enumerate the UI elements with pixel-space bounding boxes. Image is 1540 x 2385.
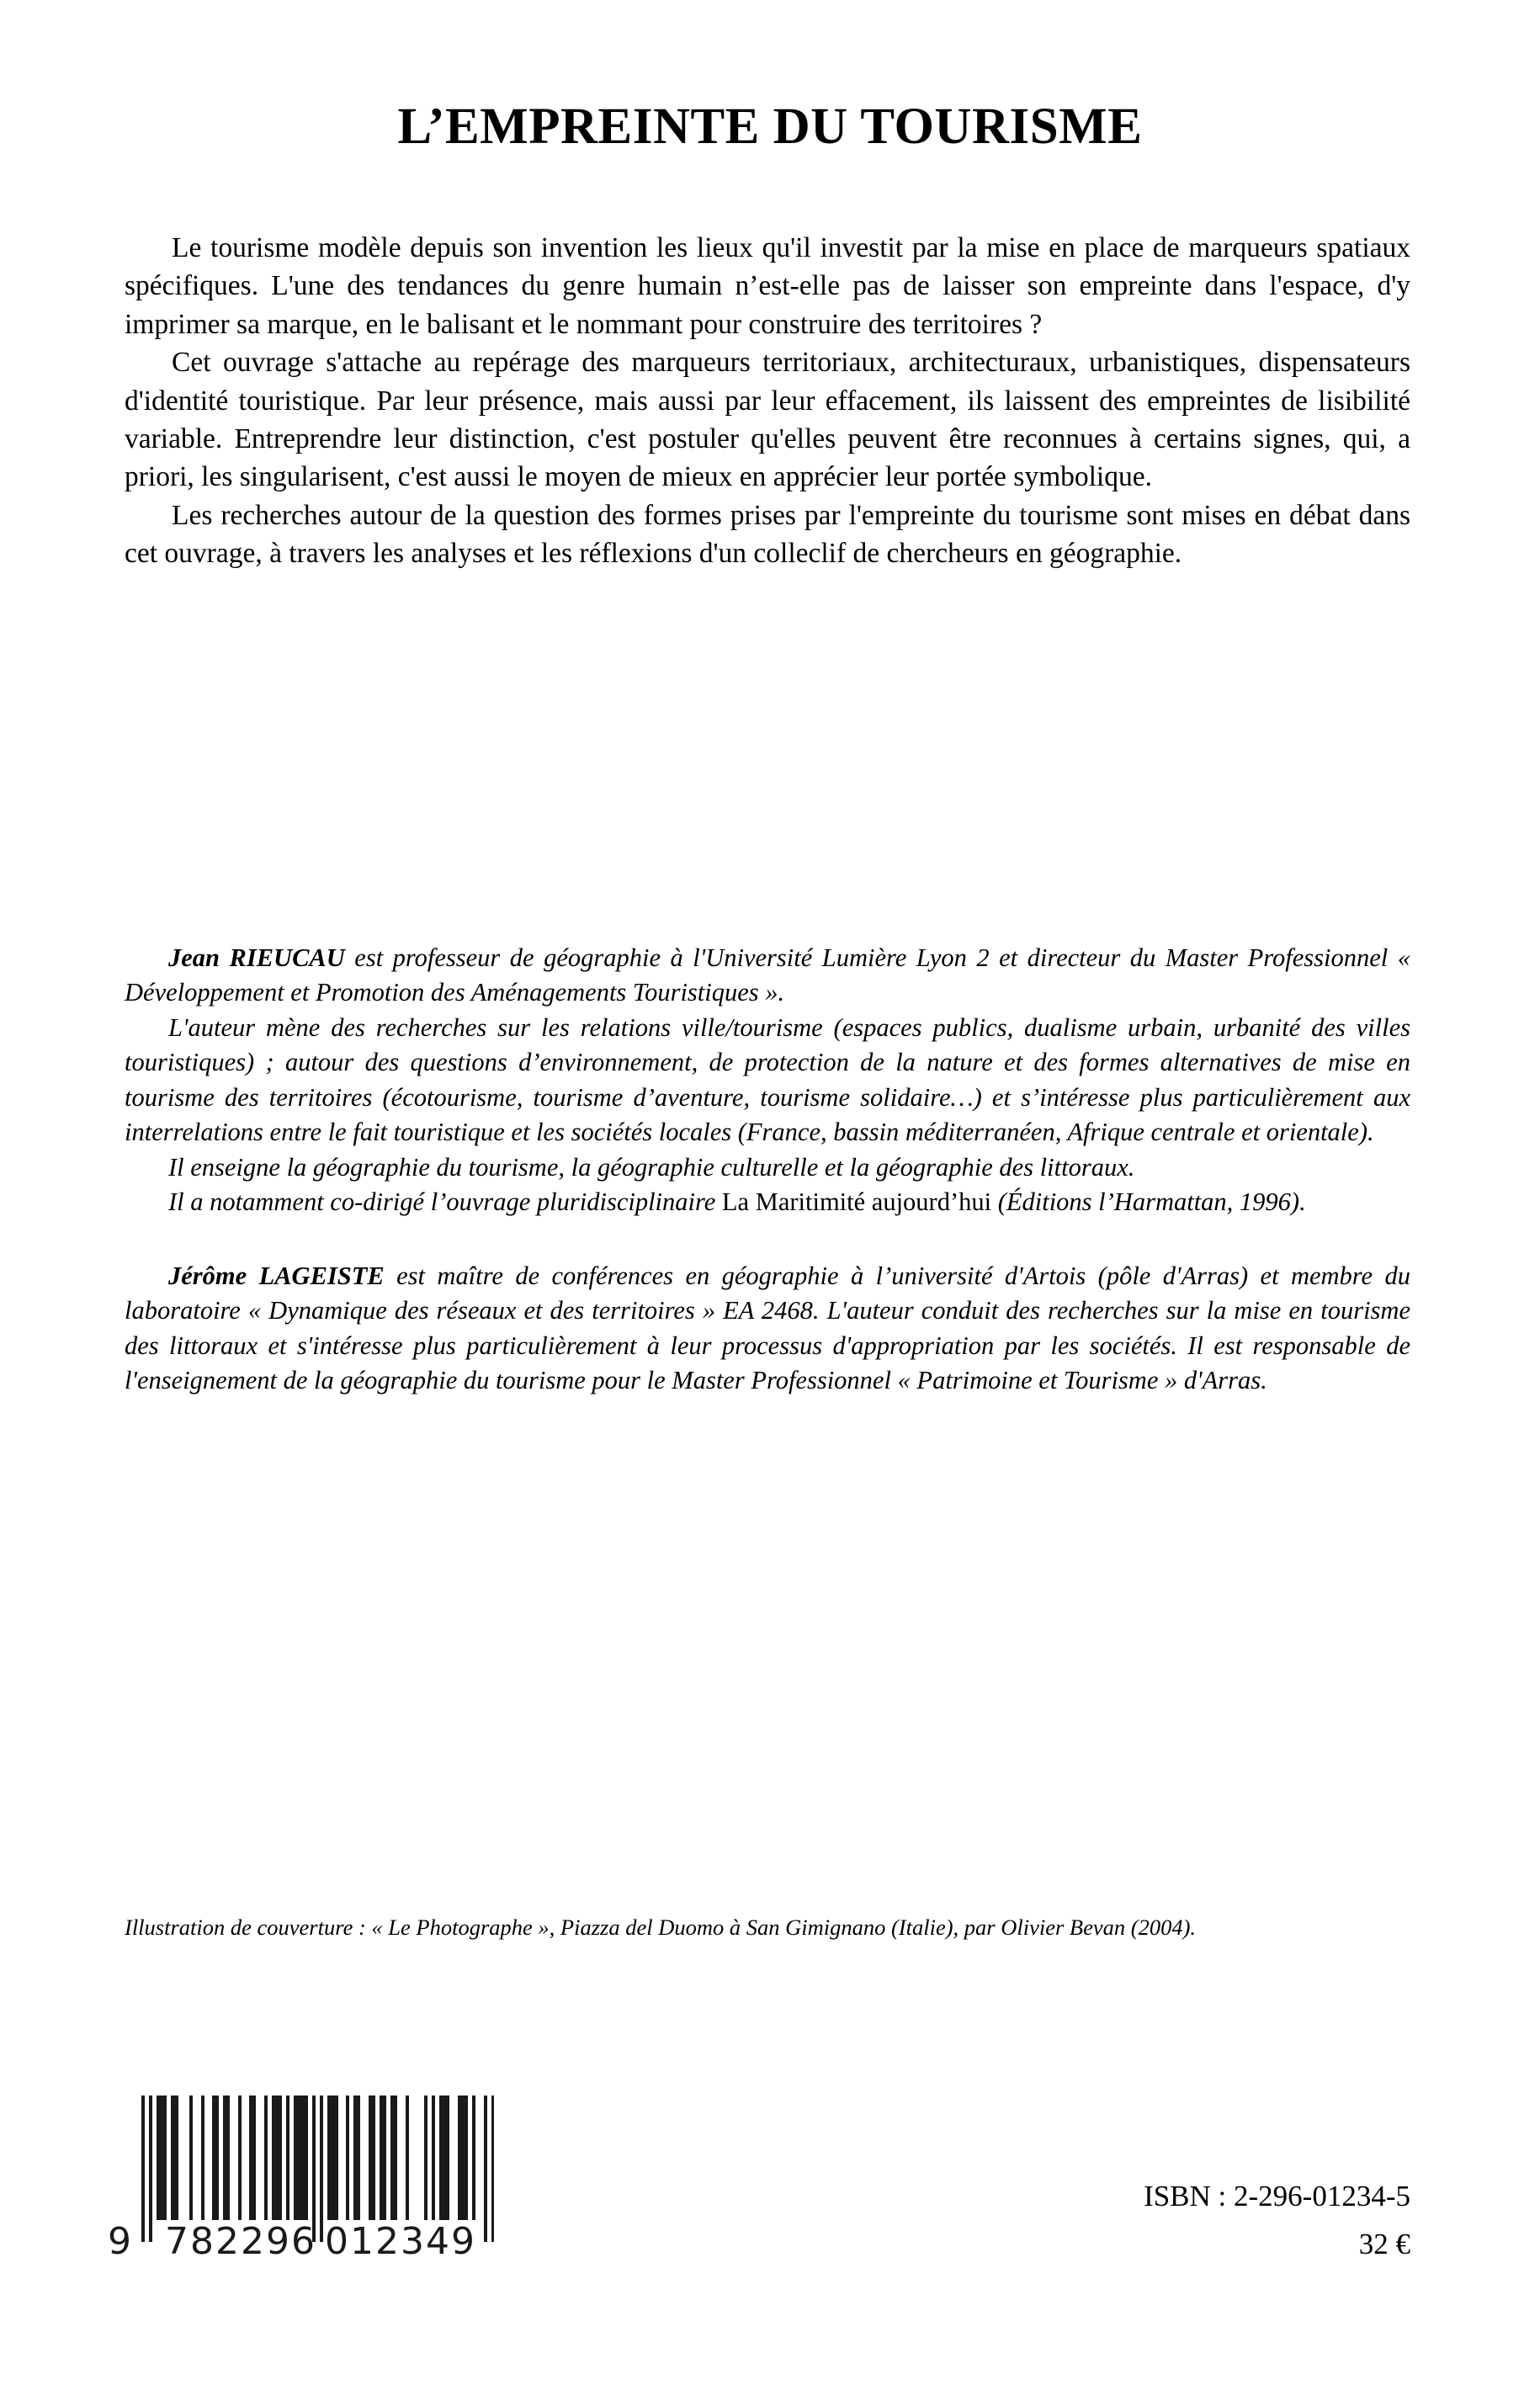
barcode-bar [157,2096,167,2220]
isbn-price-block [1144,2173,1410,2268]
author-name-rieucau: Jean RIEUCAU [168,943,345,972]
barcode-bar [189,2096,193,2220]
barcode-bar [294,2096,308,2220]
bio-rieucau-publication [125,1185,1410,1219]
barcode-bar [272,2096,283,2220]
barcode-bar [390,2096,397,2220]
barcode-bar [346,2096,349,2220]
bio-rieucau-research: L'auteur mène des recherches sur les relations ville/tourisme (espaces publics, dualisme urbain, urbanité des villes touristiques) ; autour des questions d’environnement, de protection de la nature et des formes alternatives de mise en tourisme des territoires (écotourisme, tourisme d’aventure, tourisme solidaire…) et s’intéresse plus particulièrement aux interrelations entre le fait touristique et les sociétés locales (France, bassin méditerranéen, Afrique centrale et orientale). [125,1012,1410,1147]
description-paragraph-3: Les recherches autour de la question des formes prises par l'empreinte du tourisme sont mises en débat dans cet ouvrage, à travers les analyses et les réflexions d'un colleclif de chercheurs en géographie. [125,499,1410,570]
isbn-text: ISBN : 2-296-01234-5 [1144,2180,1410,2212]
publication-lead-in: Il a notamment co-dirigé l’ouvrage pluridisciplinaire [168,1187,722,1217]
barcode-bar [212,2096,219,2220]
bio-rieucau-intro-text: est professeur de géographie à l'Université Lumière Lyon 2 et directeur du Master Professionnel « Développement et Promotion des Aménagements Touristiques ». [125,943,1410,1007]
barcode-bar [353,2096,360,2220]
barcode-bar [264,2096,268,2220]
bio-rieucau-intro [125,941,1410,1011]
barcode-bar [369,2096,375,2220]
book-description [125,229,1410,573]
barcode-bar [238,2096,242,2220]
barcode-bar [406,2096,409,2220]
barcode-bar [201,2096,204,2220]
author-name-lageiste: Jérôme LAGEISTE [168,1261,385,1290]
barcode-digits [108,2220,495,2264]
barcode-bar [432,2096,435,2220]
description-paragraph-2: Cet ouvrage s'attache au repérage des marqueurs territoriaux, architecturaux, urbanistiques, dispensateurs d'identité touristique. Par leur présence, mais aussi par leur effacement, ils laissent des empreintes de lisibilité variable. Entreprendre leur distinction, c'est postuler qu'elles peuvent être reconnues à certains signes, qui, a priori, les singularisent, c'est aussi le moyen de mieux en apprécier leur portée symbolique. [125,347,1410,493]
barcode-bar [286,2096,289,2220]
ean13-barcode [141,2096,495,2220]
barcode-bar [472,2096,475,2220]
page-title: L’EMPREINTE DU TOURISME [397,98,1143,155]
cover-illustration-credit [125,1912,1410,1944]
barcode-bar [327,2096,338,2220]
barcode-right-group: 012349 [325,2220,476,2263]
barcode-bar [380,2096,386,2220]
barcode-bar [439,2096,450,2220]
publication-title: La Maritimité aujourd’hui [721,1187,992,1217]
publication-imprint: (Éditions l’Harmattan, 1996). [991,1187,1306,1217]
barcode-bar [249,2096,256,2220]
barcode-bar [424,2096,427,2220]
barcode-bar [223,2096,230,2220]
barcode-block [108,2096,495,2264]
bio-lageiste-intro [125,1259,1410,1399]
cover-credit-text: Illustration de couverture : « Le Photographe », Piazza del Duomo à San Gimignano (Italie), par Olivier Bevan (2004). [125,1915,1197,1940]
page-footer [0,2096,1540,2323]
author-biographies [125,941,1410,1399]
barcode-left-group: 782296 [165,2220,316,2263]
bio-lageiste-intro-text: est maître de conférences en géographie à l’université d'Artois (pôle d'Arras) et membre du laboratoire « Dynamique des réseaux et des territoires » EA 2468. L'auteur conduit des recherches sur la mise en tourisme des littoraux et s'intéresse plus particulièrement à leur processus d'appropriation par les sociétés. Il est responsable de l'enseignement de la géographie du tourisme pour le Master Professionnel « Patrimoine et Tourisme » d'Arras. [125,1261,1410,1395]
bio-rieucau-teaching: Il enseigne la géographie du tourisme, la géographie culturelle et la géographie des littoraux. [168,1152,1135,1182]
barcode-bar [458,2096,469,2220]
description-paragraph-1: Le tourisme modèle depuis son invention les lieux qu'il investit par la mise en place de marqueurs spatiaux spécifiques. L'une des tendances du genre humain n’est-elle pas de laisser son empreinte dans l'espace, d'y imprimer sa marque, en le balisant et le nommant pour construire des territoires ? [125,232,1410,340]
barcode-lead-digit: 9 [108,2220,133,2263]
barcode-bar [171,2096,178,2220]
price-text: 32 € [1358,2227,1410,2260]
